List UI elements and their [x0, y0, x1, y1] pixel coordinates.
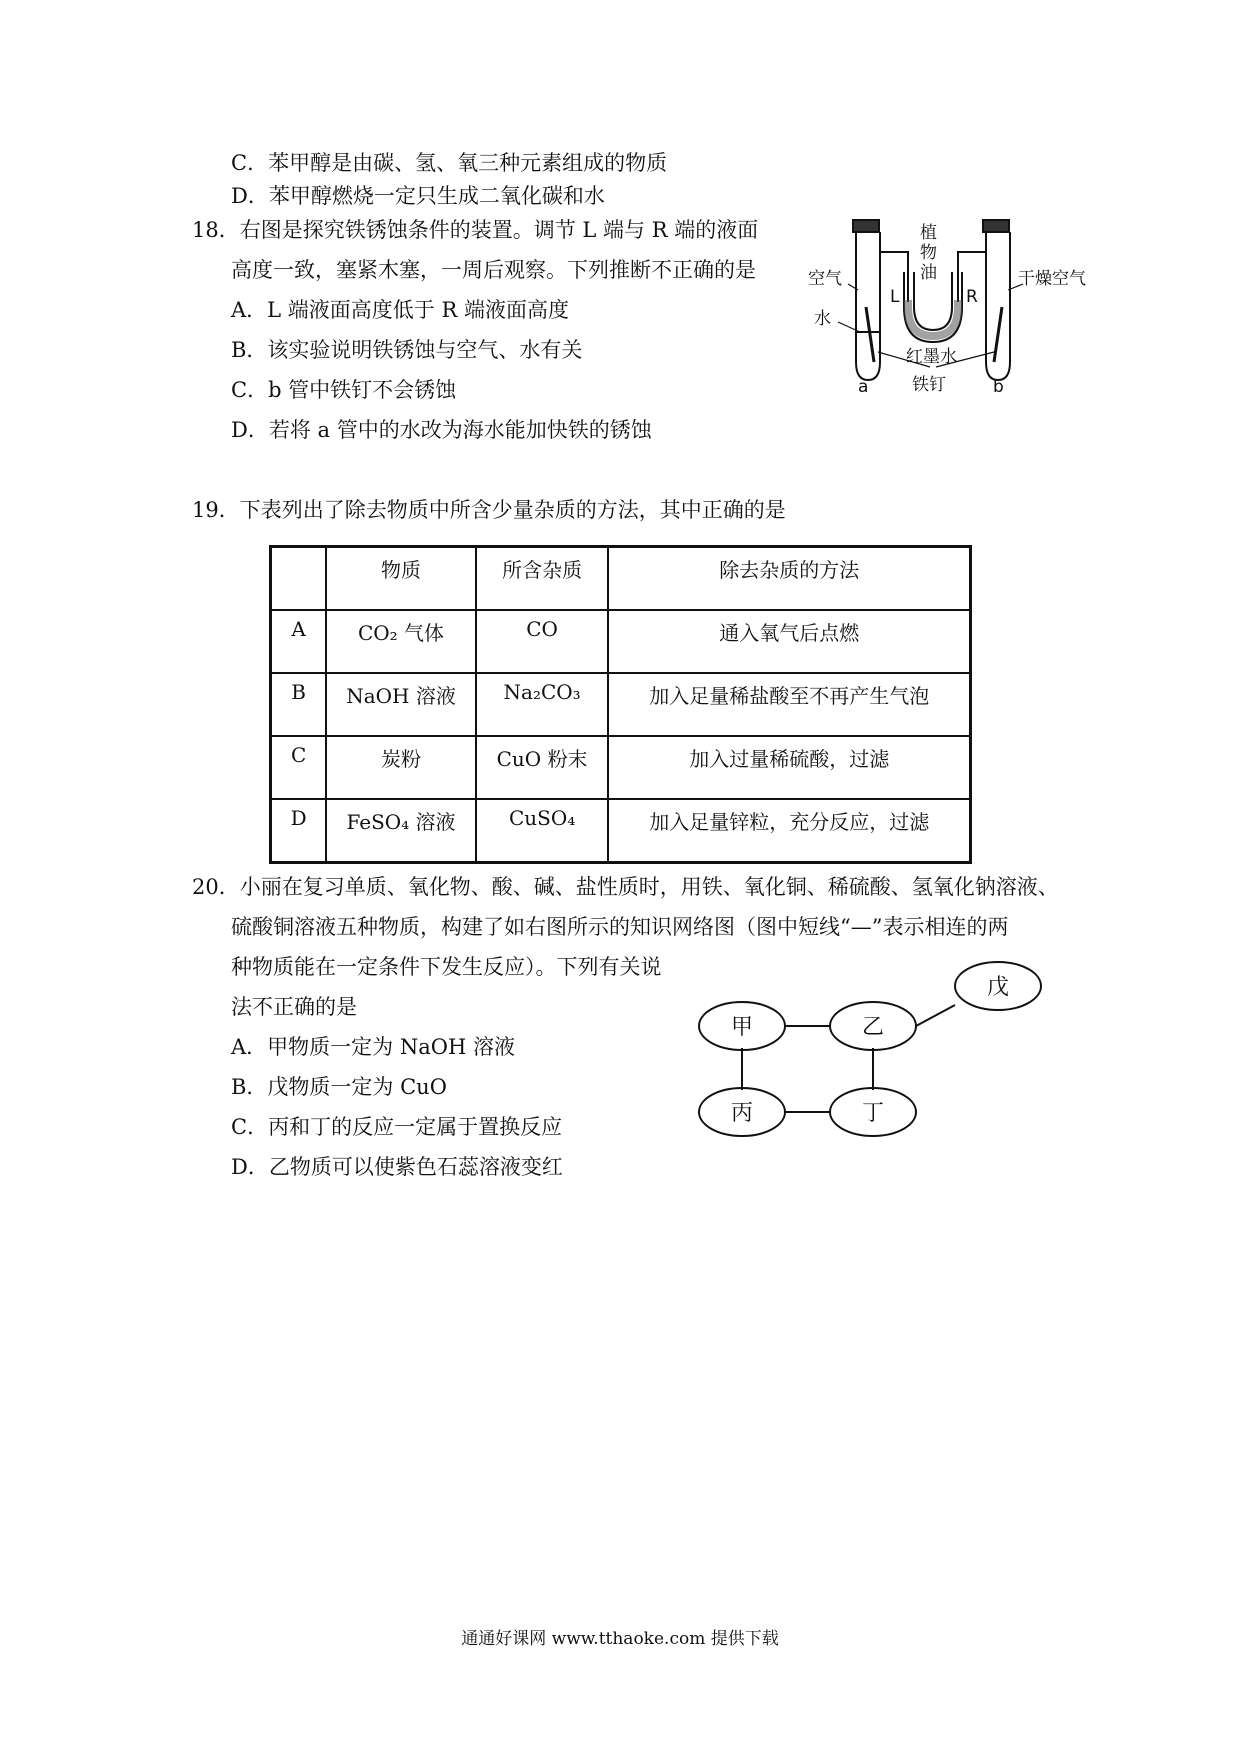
q19-stem — [192, 496, 786, 524]
l-label: L — [890, 287, 900, 307]
q18-stem-line2: 高度一致，塞紧木塞，一周后观察。下列推断不正确的是 — [231, 258, 756, 282]
q20-stem-line4: 法不正确的是 — [231, 995, 357, 1019]
header-cell: 除去杂质的方法 — [608, 547, 970, 611]
header-cell: 所含杂质 — [476, 547, 609, 611]
q19-number: 19． — [192, 498, 240, 522]
q18-number: 18． — [192, 218, 240, 242]
q20-option-a: A．甲物质一定为 NaOH 溶液 — [231, 1035, 515, 1059]
edge-yi-wu — [916, 1005, 955, 1026]
q20-number: 20． — [192, 875, 240, 899]
table-row — [271, 673, 971, 736]
header-cell — [271, 547, 327, 611]
q19-stem-text: 下表列出了除去物质中所含少量杂质的方法，其中正确的是 — [239, 498, 786, 522]
tube-a-stopper — [853, 220, 879, 232]
water-label: 水 — [814, 309, 831, 329]
option-letter-cell: C — [271, 736, 327, 799]
page-footer: 通通好课网 www.tthaoke.com 提供下载 — [461, 1629, 779, 1649]
node-jia-label: 甲 — [730, 1015, 754, 1040]
node-wu-label: 戊 — [986, 975, 1010, 1000]
substance-cell: CO₂ 气体 — [326, 610, 475, 673]
node-bing-label: 丙 — [730, 1101, 754, 1126]
q18-stem-line1 — [192, 216, 758, 244]
tube-b-stopper — [983, 220, 1009, 232]
table-header-row — [271, 547, 971, 611]
substance-cell: 炭粉 — [326, 736, 475, 799]
q17-option-d: D．苯甲醇燃烧一定只生成二氧化碳和水 — [231, 184, 605, 208]
node-yi-label: 乙 — [861, 1015, 885, 1040]
oil-label-2: 物 — [920, 243, 937, 263]
table-row — [271, 610, 971, 673]
red-ink-label: 红墨水 — [906, 347, 957, 367]
nail-a — [866, 307, 874, 362]
q18-option-d: D．若将 a 管中的水改为海水能加快铁的锈蚀 — [231, 418, 652, 442]
nail-b — [994, 307, 1002, 362]
q20-option-c: C．丙和丁的反应一定属于置换反应 — [231, 1115, 563, 1139]
dry-air-label: 干燥空气 — [1018, 269, 1086, 289]
option-letter-cell: A — [271, 610, 327, 673]
oil-label-3: 油 — [920, 263, 937, 283]
q18-option-c: C．b 管中铁钉不会锈蚀 — [231, 378, 457, 402]
impurity-removal-table — [269, 545, 972, 864]
q18-stem-text-1: 右图是探究铁锈蚀条件的装置。调节 L 端与 R 端的液面 — [239, 218, 759, 242]
method-cell: 通入氧气后点燃 — [608, 610, 970, 673]
q20-option-d: D．乙物质可以使紫色石蕊溶液变红 — [231, 1155, 563, 1179]
method-cell: 加入足量稀盐酸至不再产生气泡 — [608, 673, 970, 736]
method-cell: 加入足量锌粒，充分反应，过滤 — [608, 799, 970, 863]
option-letter-cell: D — [271, 799, 327, 863]
header-cell: 物质 — [326, 547, 475, 611]
substance-cell: FeSO₄ 溶液 — [326, 799, 475, 863]
impurity-cell: Na₂CO₃ — [476, 673, 609, 736]
option-letter-cell: B — [271, 673, 327, 736]
method-cell: 加入过量稀硫酸，过滤 — [608, 736, 970, 799]
q20-stem-text-1: 小丽在复习单质、氧化物、酸、碱、盐性质时，用铁、氧化铜、稀硫酸、氢氧化钠溶液、 — [239, 875, 1059, 899]
nail-label: 铁钉 — [912, 375, 946, 395]
iron-rust-apparatus-figure — [808, 212, 1098, 412]
substance-cell: NaOH 溶液 — [326, 673, 475, 736]
impurity-cell: CuO 粉末 — [476, 736, 609, 799]
q18-option-a: A．L 端液面高度低于 R 端液面高度 — [231, 298, 569, 322]
tube-b-label: b — [993, 377, 1004, 397]
q20-stem-line2: 硫酸铜溶液五种物质，构建了如右图所示的知识网络图（图中短线“—”表示相连的两 — [231, 915, 1009, 939]
oil-label-1: 植 — [920, 223, 937, 243]
impurity-cell: CO — [476, 610, 609, 673]
table-row — [271, 736, 971, 799]
q20-stem-line3: 种物质能在一定条件下发生反应）。下列有关说 — [231, 955, 662, 979]
tube-a — [856, 232, 880, 380]
tube-b — [986, 232, 1010, 380]
knowledge-network-diagram — [690, 960, 1060, 1160]
q18-option-b: B．该实验说明铁锈蚀与空气、水有关 — [231, 338, 583, 362]
q17-option-c: C．苯甲醇是由碳、氢、氧三种元素组成的物质 — [231, 151, 668, 175]
table-row — [271, 799, 971, 863]
r-label: R — [966, 287, 978, 307]
tube-a-label: a — [858, 377, 869, 397]
q20-option-b: B．戊物质一定为 CuO — [231, 1075, 447, 1099]
impurity-cell: CuSO₄ — [476, 799, 609, 863]
node-ding-label: 丁 — [861, 1101, 885, 1126]
q20-stem-line1 — [192, 873, 1059, 901]
air-label: 空气 — [808, 269, 842, 289]
